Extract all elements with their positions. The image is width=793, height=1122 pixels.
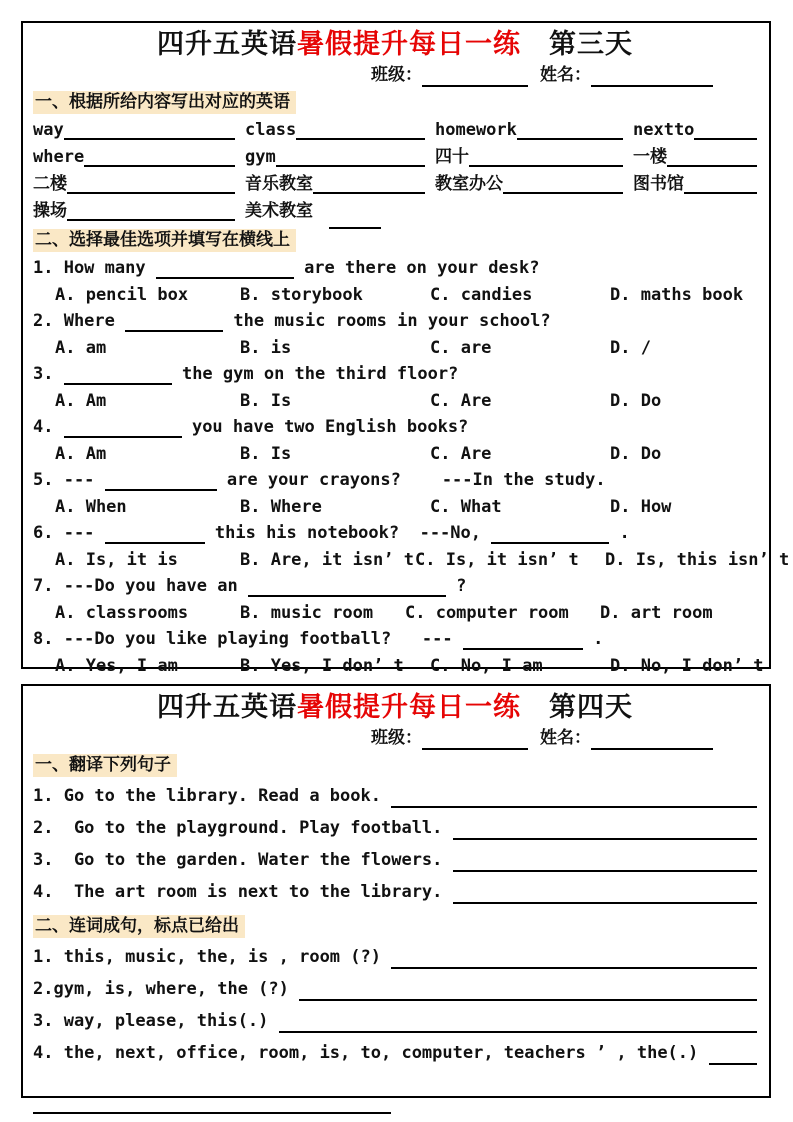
page2-section2-header <box>33 914 757 939</box>
option-c[interactable]: C. No, I am <box>430 655 543 676</box>
vocab-answer-blank[interactable] <box>276 148 425 167</box>
vocab-label: 一楼 <box>633 147 667 167</box>
vocab-answer-blank[interactable] <box>694 121 757 140</box>
option-a[interactable]: A. am <box>55 337 107 358</box>
name-input-blank[interactable] <box>591 731 713 750</box>
answer-blank[interactable] <box>453 853 757 872</box>
vocab-answer-blank[interactable] <box>667 148 757 167</box>
answer-blank[interactable] <box>248 578 446 597</box>
vocab-grid <box>33 117 757 225</box>
question-text: 3. <box>33 364 64 384</box>
question-text: are there on your desk? <box>293 258 540 278</box>
page2-title <box>33 690 757 726</box>
option-a[interactable]: A. pencil box <box>55 284 189 305</box>
question-5 <box>33 467 757 494</box>
item-text: 1. this, music, the, is , room (?) <box>33 947 392 967</box>
reorder-item-3 <box>33 1005 757 1037</box>
option-c[interactable]: C. computer room <box>405 602 569 623</box>
item-text: 3. way, please, this(.) <box>33 1011 279 1031</box>
question-1-options <box>33 282 757 309</box>
vocab-cell <box>435 117 623 144</box>
option-d[interactable]: D. Is, this isn’ t <box>605 549 790 570</box>
answer-blank[interactable] <box>105 472 217 491</box>
page1-title <box>33 27 757 63</box>
name-input-blank[interactable] <box>591 68 713 87</box>
answer-blank[interactable] <box>299 982 757 1001</box>
answer-blank-continuation[interactable] <box>33 1095 391 1114</box>
vocab-cell <box>33 198 235 225</box>
vocab-answer-blank[interactable] <box>67 202 235 221</box>
vocab-answer-blank[interactable] <box>517 121 623 140</box>
vocab-answer-blank[interactable] <box>296 121 425 140</box>
reorder-item-2 <box>33 973 757 1005</box>
vocab-cell <box>33 117 235 144</box>
translate-item-3 <box>33 844 757 876</box>
sentence-text: 1. Go to the library. Read a book. <box>33 786 392 806</box>
answer-blank[interactable] <box>391 950 757 969</box>
question-1 <box>33 255 757 282</box>
page-day3 <box>21 21 790 676</box>
section1-title: 一、翻译下列句子 <box>33 754 177 777</box>
option-d[interactable]: D. / <box>610 337 651 358</box>
section1-title: 一、根据所给内容写出对应的英语 <box>33 91 296 114</box>
vocab-label: 四十 <box>435 147 469 167</box>
vocab-label: nextto <box>633 120 695 140</box>
answer-blank[interactable] <box>453 821 757 840</box>
question-text: 1. How many <box>33 258 156 278</box>
sentence-text: 2. Go to the playground. Play football. <box>33 818 453 838</box>
answer-blank[interactable] <box>279 1014 757 1033</box>
vocab-label: way <box>33 120 64 140</box>
option-b[interactable]: B. is <box>240 337 292 358</box>
question-text: 5. --- <box>33 470 105 490</box>
option-c[interactable]: C. are <box>430 337 492 358</box>
vocab-answer-blank[interactable] <box>469 148 623 167</box>
question-4 <box>33 414 757 441</box>
vocab-cell <box>33 144 235 171</box>
vocab-cell <box>633 171 757 198</box>
vocab-answer-blank[interactable] <box>84 148 235 167</box>
option-b[interactable]: B. storybook <box>240 284 363 305</box>
option-c[interactable]: C. What <box>430 496 502 517</box>
question-text: 4. <box>33 417 64 437</box>
answer-blank[interactable] <box>709 1046 757 1065</box>
option-d[interactable]: D. art room <box>600 602 713 623</box>
vocab-cell-empty <box>633 198 757 225</box>
class-label: 班级： <box>371 65 422 85</box>
option-b[interactable]: B. Where <box>240 496 322 517</box>
option-a[interactable]: A. Am <box>55 390 107 411</box>
page1-section2-header <box>33 228 757 253</box>
question-3-options <box>33 388 757 415</box>
question-5-options <box>33 494 757 521</box>
question-7 <box>33 573 757 600</box>
vocab-cell-empty <box>435 198 623 225</box>
question-7-options <box>33 600 757 627</box>
item-text: 4. the, next, office, room, is, to, computer, teachers ’ , the(.) <box>33 1043 709 1063</box>
sentence-text: 4. The art room is next to the library. <box>33 882 453 902</box>
page-day4 <box>21 684 771 1098</box>
question-text: the music rooms in your school? <box>223 311 551 331</box>
vocab-label: class <box>245 120 297 140</box>
answer-blank[interactable] <box>105 525 205 544</box>
option-c[interactable]: C. Are <box>430 443 492 464</box>
reorder-item-1 <box>33 941 757 973</box>
vocab-answer-blank[interactable] <box>313 175 425 194</box>
question-6 <box>33 520 757 547</box>
option-c[interactable]: C. Are <box>430 390 492 411</box>
vocab-cell <box>245 144 425 171</box>
option-d[interactable]: D. How <box>610 496 672 517</box>
option-b[interactable]: B. Is <box>240 443 292 464</box>
question-text: . <box>582 629 604 649</box>
option-a[interactable]: A. classrooms <box>55 602 189 623</box>
option-a[interactable]: A. Is, it is <box>55 549 178 570</box>
title-prefix: 四升五英语 <box>157 29 297 60</box>
reorder-item-4-continuation <box>33 1095 757 1118</box>
vocab-cell <box>245 171 425 198</box>
question-text: 6. --- <box>33 523 105 543</box>
question-text: ? <box>445 576 467 596</box>
vocab-label: homework <box>435 120 517 140</box>
vocab-cell <box>245 117 425 144</box>
vocab-answer-blank[interactable] <box>329 210 381 229</box>
page2-id-line <box>371 726 757 750</box>
sentence-text: 3. Go to the garden. Water the flowers. <box>33 850 453 870</box>
item-text: 2.gym, is, where, the (?) <box>33 979 300 999</box>
question-2-options <box>33 335 757 362</box>
option-d[interactable]: D. Do <box>610 390 662 411</box>
vocab-answer-blank[interactable] <box>64 121 235 140</box>
section2-title: 二、选择最佳选项并填写在横线上 <box>33 229 296 252</box>
answer-blank[interactable] <box>453 885 757 904</box>
question-3 <box>33 361 757 388</box>
title-day: 第四天 <box>549 692 633 723</box>
question-text: 7. ---Do you have an <box>33 576 248 596</box>
option-b[interactable]: B. Is <box>240 390 292 411</box>
vocab-label: where <box>33 147 85 167</box>
vocab-answer-blank[interactable] <box>67 175 235 194</box>
option-d[interactable]: D. No, I don’ t <box>610 655 764 676</box>
vocab-label: 教室办公 <box>435 174 503 194</box>
question-text: are your crayons? ---In the study. <box>216 470 606 490</box>
question-8-options <box>33 653 764 680</box>
vocab-label: 图书馆 <box>633 174 684 194</box>
title-red-part: 暑假提升每日一练 <box>297 692 521 723</box>
option-b[interactable]: B. music room <box>240 602 374 623</box>
question-text: 8. ---Do you like playing football? --- <box>33 629 463 649</box>
answer-blank[interactable] <box>463 631 583 650</box>
name-label: 姓名： <box>540 65 591 85</box>
question-text: . <box>609 523 630 543</box>
vocab-cell <box>435 171 623 198</box>
class-input-blank[interactable] <box>422 731 528 750</box>
answer-blank[interactable] <box>391 789 757 808</box>
vocab-cell <box>633 117 757 144</box>
vocab-label: 美术教室 <box>245 201 313 221</box>
class-input-blank[interactable] <box>422 68 528 87</box>
option-a[interactable]: A. Yes, I am <box>55 655 178 676</box>
option-a[interactable]: A. When <box>55 496 127 517</box>
question-2 <box>33 308 757 335</box>
vocab-cell <box>633 144 757 171</box>
option-b[interactable]: B. Yes, I don’ t <box>240 655 404 676</box>
translate-item-4 <box>33 876 757 908</box>
reorder-item-4 <box>33 1037 757 1069</box>
option-b[interactable]: B. Are, it isn’ t <box>240 549 414 570</box>
answer-blank[interactable] <box>64 366 172 385</box>
option-c[interactable]: C. candies <box>430 284 533 305</box>
page2-section1-header <box>33 753 757 778</box>
question-text: 2. Where <box>33 311 126 331</box>
page1-id-line <box>371 63 757 87</box>
class-label: 班级： <box>371 728 422 748</box>
question-text: this his notebook? ---No, <box>204 523 492 543</box>
vocab-label: 二楼 <box>33 174 67 194</box>
name-label: 姓名： <box>540 728 591 748</box>
answer-blank[interactable] <box>64 419 182 438</box>
question-6-options <box>33 547 790 574</box>
option-a[interactable]: A. Am <box>55 443 107 464</box>
translate-item-2 <box>33 812 757 844</box>
option-c[interactable]: C. Is, it isn’ t <box>415 549 579 570</box>
section2-title: 二、连词成句，标点已给出 <box>33 915 245 938</box>
question-4-options <box>33 441 757 468</box>
vocab-label: 操场 <box>33 201 67 221</box>
answer-blank[interactable] <box>156 260 294 279</box>
option-d[interactable]: D. Do <box>610 443 662 464</box>
vocab-answer-blank[interactable] <box>503 175 623 194</box>
vocab-cell <box>245 198 425 225</box>
question-text: the gym on the third floor? <box>171 364 459 384</box>
option-d[interactable]: D. maths book <box>610 284 744 305</box>
vocab-answer-blank[interactable] <box>684 175 757 194</box>
answer-blank-2[interactable] <box>491 525 609 544</box>
question-8 <box>33 626 757 653</box>
vocab-label: gym <box>245 147 276 167</box>
title-red-part: 暑假提升每日一练 <box>297 29 521 60</box>
title-day: 第三天 <box>549 29 633 60</box>
vocab-cell <box>435 144 623 171</box>
vocab-label: 音乐教室 <box>245 174 313 194</box>
question-text: you have two English books? <box>181 417 469 437</box>
title-prefix: 四升五英语 <box>157 692 297 723</box>
answer-blank[interactable] <box>125 313 223 332</box>
translate-item-1 <box>33 780 757 812</box>
page1-section1-header <box>33 90 757 115</box>
vocab-cell <box>33 171 235 198</box>
